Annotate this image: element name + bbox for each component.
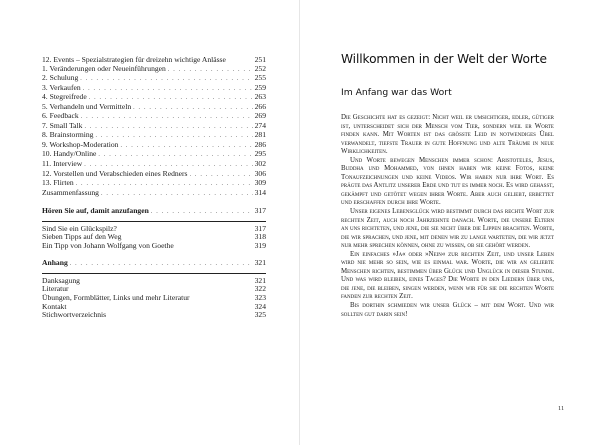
toc-page: 263 [254,92,266,102]
toc-page: 266 [254,101,266,111]
toc-leader-dots [190,171,253,180]
paragraph [341,251,554,302]
toc-section-rule [42,273,266,274]
toc-leader-dots [83,85,253,94]
toc-leader-dots [70,260,253,269]
toc-label: 13. Flirten [42,178,74,188]
paragraph-lead: Und Worte bewegen Menschen immer schon: Aristoteles, Jesus, Buddha und Mohammed, [341,156,554,173]
chapter-page [341,52,554,319]
paragraph-lead: Die Geschichte hat es gezeigt: Nicht weil er umsichtiger, edler, gütiger ist, unterscheidet sich der Mensch vom Tier, sondern weil er Worte finden kann. Mit Worten ist das größte Leid in notwendiges Übel verwandelt, tiefste Trauer in gute Hoffnung und alte Träume in neue Wirklichkeiten. [341,114,554,156]
toc-leader-dots [80,75,252,84]
toc-label: Danksagung [42,275,80,285]
toc-leader-dots [133,104,252,113]
toc-label: Literatur [42,284,69,294]
toc-leader-dots [120,142,252,151]
paragraph [341,157,554,208]
toc-page: 269 [254,111,266,121]
paragraph-rest: und unser Leben wird nie mehr so sein, wie es einmal war. Worte, die wir an geliebte Menschen richten, bestimmen über Glück und Unglück in dieser Stunde. Und was wird bleiben, eines Tages? Die Worte in den Liedern über uns, die jene, die bleiben, singen werden, wenn wir für sie die rechten Worte fanden zur rechten Zeit. [341,250,554,301]
toc-leader-dots [168,66,253,75]
toc-entry [42,311,266,320]
toc-label: 4. Stegreifrede [42,92,87,102]
toc-label: 7. Small Talk [42,120,83,130]
toc-leader-dots [81,113,253,122]
toc-page: 286 [254,139,266,149]
toc-label: 12. Vorstellen und Verabschieden eines Redners [42,168,188,178]
toc-section-heading [42,259,266,269]
toc-page: 324 [254,301,266,311]
toc-page: 314 [254,187,266,197]
toc-leader-dots [84,123,252,132]
toc-leader-dots [98,151,252,160]
toc-label: Sind Sie ein Glückspilz? [42,223,117,233]
toc-label: 11. Interview [42,159,83,169]
toc-label: 10. Handy/Online [42,149,97,159]
toc-chapter-page: 251 [254,55,266,64]
page-gutter [299,0,300,445]
toc-page: 323 [254,293,266,303]
body-text [341,114,554,319]
toc-page: 259 [254,82,266,92]
toc-page: 281 [254,130,266,140]
toc-page: 325 [254,310,266,320]
paragraph [341,208,554,251]
toc-page: 306 [254,168,266,178]
toc-leader-dots [95,132,252,141]
toc-entry [42,294,266,303]
toc-page: 322 [254,284,266,294]
toc-label: 5. Verhandeln und Vermitteln [42,101,132,111]
toc-label: 1. Veränderungen oder Neueinführungen [42,63,166,73]
toc-label: Zusammenfassung [42,187,99,197]
toc-entry [42,242,266,251]
toc-label: 2. Schulung [42,73,79,83]
toc-section-heading [42,207,266,217]
toc-label: 6. Feedback [42,111,79,121]
page-number: 11 [558,405,565,412]
toc-leader-dots [101,190,253,199]
toc-section-title: Anhang [42,258,68,268]
toc-label: Übungen, Formblätter, Links und mehr Literatur [42,293,190,303]
toc-page: 321 [254,275,266,285]
toc-leader-dots [76,180,253,189]
toc-page: 252 [254,63,266,73]
toc-label: Ein Tipp von Johann Wolfgang von Goethe [42,240,174,250]
toc-section-page: 317 [254,206,266,216]
toc-section-title: Hören Sie auf, damit anzufangen [42,206,149,216]
toc-label: 8. Brainstorming [42,130,94,140]
toc-section-rule [42,221,266,222]
paragraph-rest: auch noch Jahrzehnte danach. Worte, die unsere Eltern an uns richteten, und jene, die sie nicht über die Lippen brachten. Worte, die wir sprachen, und jene, mit denen wir zu lange warteten, die wir jetzt nur mehr sprechen können, ohne zu wissen, ob sie gehört werden. [341,216,554,250]
toc-page: 317 [254,223,266,233]
toc-entry [42,277,266,286]
toc-chapter-title: 12. Events – Spezialstrategien für dreizehn wichtige Anlässe [42,55,226,64]
toc-page: 295 [254,149,266,159]
paragraph-rest: von ihnen haben wir keine Fotos, keine Tonaufzeichnungen und keine Videos. Wir haben nur ihre Wort. Es prägte das Antlitz unserer Erde und tut es immer noch. Es wird gehasst, gekämpft und getötet wegen ihrer Worte. Aber auch geliebt, erbettet und erschaffen durch ihre Worte. [341,165,554,207]
paragraph-lead: Unser eigenes Lebensglück wird bestimmt durch das rechte Wort zur rechten Zeit, [341,208,554,224]
toc-label: Kontakt [42,301,67,311]
paragraph [341,114,554,157]
toc-label: Sieben Tipps auf den Weg [42,232,122,242]
toc-page: 318 [254,232,266,242]
toc-entry [42,189,266,199]
section-subtitle: Im Anfang war das Wort [341,87,452,98]
table-of-contents [42,56,266,320]
toc-leader-dots [151,208,253,217]
toc-page: 302 [254,159,266,169]
toc-section-page: 321 [254,258,266,268]
toc-page: 274 [254,120,266,130]
toc-label: 9. Workshop-Moderation [42,139,119,149]
paragraph [341,302,554,319]
toc-page: 255 [254,73,266,83]
toc-entry [42,170,266,180]
paragraph-lead: Bis dorthin schmieden wir unser Glück – mit dem Wort. Und wir sollten gut darin sein! [341,302,554,318]
toc-page: 309 [254,178,266,188]
toc-label: 3. Verkaufen [42,82,81,92]
paragraph-lead: Ein einfaches »Ja« oder »Nein« zur rechten Zeit, [350,250,501,258]
toc-page: 319 [254,240,266,250]
chapter-title: Willkommen in der Welt der Worte [341,52,547,66]
toc-label: Stichwortverzeichnis [42,310,107,320]
